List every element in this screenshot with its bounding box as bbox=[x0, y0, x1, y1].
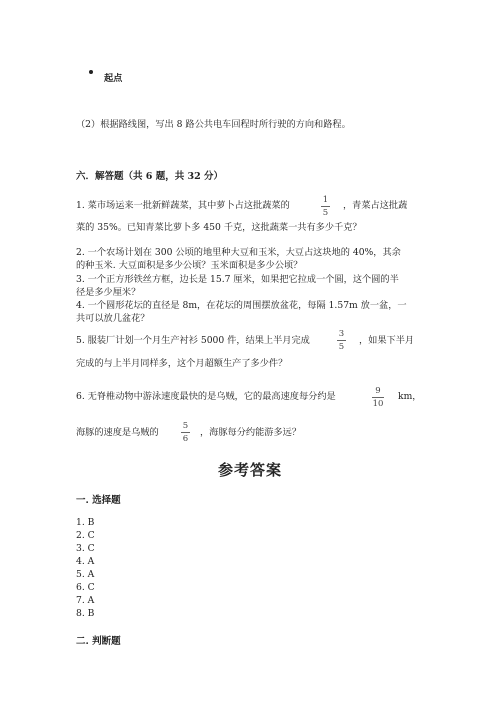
answer-item: 1. B bbox=[76, 517, 95, 528]
q5-fraction bbox=[337, 329, 346, 352]
fraction-bar bbox=[337, 340, 346, 341]
q2-line2: 的种玉米. 大豆面积是多少公顷？玉米面积是多少公顷？ bbox=[76, 260, 303, 271]
q4-line1: 4. 一个圆形花坛的直径是 8m，在花坛的周围摆放盆花，每隔 1.57m 放一盆，一 bbox=[76, 300, 407, 311]
answers-title: 参考答案 bbox=[217, 461, 282, 479]
q1-frac-num: 1 bbox=[322, 195, 329, 205]
q1-line1-a: 1. 菜市场运来一批新鲜蔬菜，其中萝卜占这批蔬菜的 bbox=[76, 200, 290, 211]
q6-fraction-1 bbox=[372, 386, 384, 409]
fraction-bar bbox=[181, 432, 190, 433]
answer-item: 3. C bbox=[76, 543, 95, 554]
answers-section-2-title: 二. 判断题 bbox=[76, 636, 121, 647]
answer-item: 8. B bbox=[76, 608, 95, 619]
answer-item: 4. A bbox=[76, 556, 95, 567]
answer-item: 5. A bbox=[76, 569, 95, 580]
q6-line1-b: km， bbox=[398, 391, 422, 402]
q5-frac-num: 3 bbox=[338, 329, 345, 339]
q1-frac-den: 5 bbox=[322, 208, 329, 218]
answer-item: 2. C bbox=[76, 530, 95, 541]
q2-line1: 2. 一个农场计划在 300 公顷的地里种大豆和玉米，大豆占这块地的 40%，其余 bbox=[76, 247, 401, 258]
q5-line2: 完成的与上半月同样多，这个月超额生产了多少件？ bbox=[76, 358, 288, 369]
q1-line1-b: ，青菜占这批蔬 bbox=[343, 200, 408, 211]
answers-section-1-title: 一. 选择题 bbox=[76, 495, 121, 506]
q3-line1: 3. 一个正方形铁丝方框，边长是 15.7 厘米，如果把它拉成一个圆，这个圆的半 bbox=[76, 274, 399, 285]
q6-line2-a: 海豚的速度是乌贼的 bbox=[76, 427, 159, 438]
q6-frac1-den: 10 bbox=[372, 399, 384, 409]
q6-frac2-den: 6 bbox=[182, 434, 189, 444]
q3-line2: 径是多少厘米？ bbox=[76, 287, 141, 298]
start-label: 起点 bbox=[104, 73, 123, 84]
bullet-dot bbox=[89, 70, 93, 74]
q6-line1-a: 6. 无脊椎动物中游泳速度最快的是乌贼，它的最高速度每分约是 bbox=[76, 391, 336, 402]
q6-frac1-num: 9 bbox=[375, 386, 381, 396]
answer-item: 6. C bbox=[76, 582, 95, 593]
q6-frac2-num: 5 bbox=[182, 421, 189, 431]
fraction-bar bbox=[321, 206, 330, 207]
q1-line2: 菜的 35%。已知青菜比萝卜多 450 千克，这批蔬菜一共有多少千克？ bbox=[76, 222, 362, 233]
q6-line2-b: ，海豚每分约能游多远？ bbox=[200, 427, 302, 438]
q6-fraction-2 bbox=[181, 421, 190, 444]
q4-line2: 共可以放几盆花？ bbox=[76, 313, 150, 324]
q5-frac-den: 5 bbox=[338, 342, 345, 352]
fraction-bar bbox=[372, 397, 384, 398]
answer-item: 7. A bbox=[76, 595, 95, 606]
q5-line1-a: 5. 服装厂计划一个月生产衬衫 5000 件，结果上半月完成 bbox=[76, 335, 310, 346]
section-6-title: 六．解答题（共 6 题，共 32 分） bbox=[76, 171, 224, 182]
question-2-text: （2）根据路线图，写出 8 路公共电车回程时所行驶的方向和路程。 bbox=[76, 119, 351, 130]
q1-fraction bbox=[321, 195, 330, 218]
q5-line1-b: ，如果下半月 bbox=[359, 335, 415, 346]
